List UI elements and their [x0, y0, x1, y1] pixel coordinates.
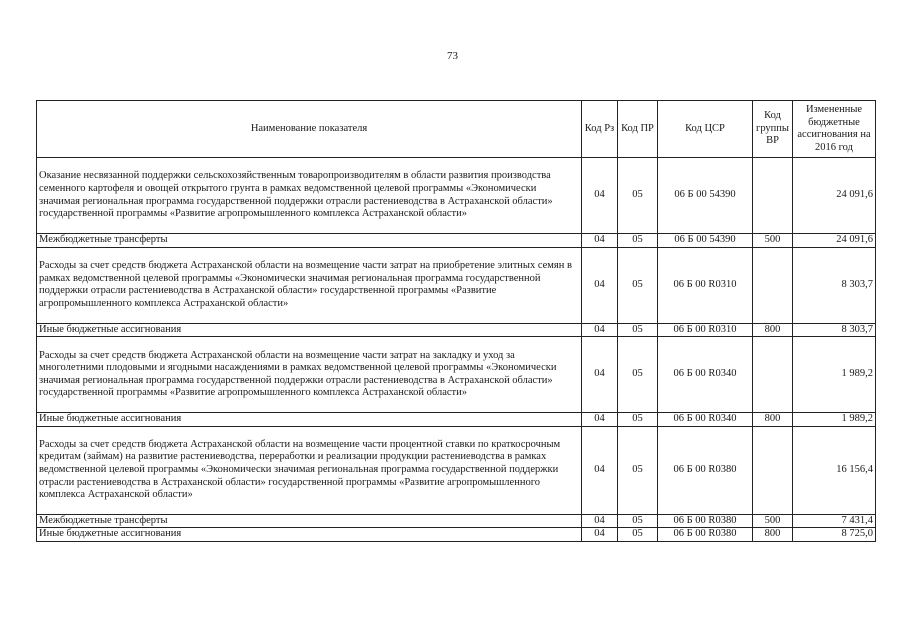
- row-pr: 05: [618, 234, 658, 248]
- table-row: [37, 514, 876, 528]
- table-row: [37, 337, 876, 413]
- row-csr: 06 Б 00 R0380: [658, 528, 753, 542]
- row-pr: 05: [618, 528, 658, 542]
- row-vr: 500: [753, 514, 793, 528]
- row-csr: 06 Б 00 54390: [658, 234, 753, 248]
- table-row: [37, 234, 876, 248]
- row-csr: 06 Б 00 R0380: [658, 426, 753, 514]
- table-row: [37, 413, 876, 427]
- row-pr: 05: [618, 247, 658, 323]
- table-row: [37, 158, 876, 234]
- row-pr: 05: [618, 413, 658, 427]
- row-rz: 04: [582, 234, 618, 248]
- row-vr: 800: [753, 528, 793, 542]
- header-rz: Код Рз: [582, 101, 618, 158]
- table-row: [37, 426, 876, 514]
- row-vr: [753, 158, 793, 234]
- row-amount: 24 091,6: [793, 158, 876, 234]
- row-amount: 8 303,7: [793, 323, 876, 337]
- row-rz: 04: [582, 528, 618, 542]
- table-header-row: [37, 101, 876, 158]
- row-rz: 04: [582, 413, 618, 427]
- header-amount: Измененные бюджетные ассигнования на 2016 год: [793, 101, 876, 158]
- row-name: Иные бюджетные ассигнования: [37, 528, 582, 542]
- row-amount: 1 989,2: [793, 413, 876, 427]
- row-pr: 05: [618, 158, 658, 234]
- row-rz: 04: [582, 158, 618, 234]
- row-rz: 04: [582, 247, 618, 323]
- row-vr: [753, 337, 793, 413]
- row-name: Расходы за счет средств бюджета Астраханской области на возмещение части затрат на закладку и уход за многолетними плодовыми и ягодными насаждениями в рамках ведомственной целевой программы «Экономически значимая региональная программа государственной поддержки отрасли растениеводства в Астраханской области» государственной программы «Развитие агропромышленного комплекса Астраханской области»: [37, 337, 582, 413]
- row-pr: 05: [618, 426, 658, 514]
- budget-table: [36, 100, 876, 542]
- header-csr: Код ЦСР: [658, 101, 753, 158]
- row-pr: 05: [618, 323, 658, 337]
- row-rz: 04: [582, 337, 618, 413]
- row-name: Расходы за счет средств бюджета Астраханской области на возмещение части затрат на приобретение элитных семян в рамках ведомственной целевой программы «Экономически значимая региональная программа государственной поддержки отрасли растениеводства в Астраханской области» государственной программы «Развитие агропромышленного комплекса Астраханской области»: [37, 247, 582, 323]
- row-amount: 8 725,0: [793, 528, 876, 542]
- row-rz: 04: [582, 426, 618, 514]
- row-amount: 24 091,6: [793, 234, 876, 248]
- row-name: Расходы за счет средств бюджета Астраханской области на возмещение части процентной ставки по краткосрочным кредитам (займам) на развитие растениеводства, переработки и реализации продукции растениеводства в рамках ведомственной целевой программы «Экономически значимая региональная программа государственной поддержки отрасли растениеводства в Астраханской области» государственной программы «Развитие агропромышленного комплекса Астраханской области»: [37, 426, 582, 514]
- row-csr: 06 Б 00 54390: [658, 158, 753, 234]
- row-vr: 500: [753, 234, 793, 248]
- row-amount: 16 156,4: [793, 426, 876, 514]
- row-name: Иные бюджетные ассигнования: [37, 413, 582, 427]
- page-number: 73: [447, 50, 458, 62]
- row-csr: 06 Б 00 R0310: [658, 323, 753, 337]
- row-name: Межбюджетные трансферты: [37, 234, 582, 248]
- row-csr: 06 Б 00 R0340: [658, 337, 753, 413]
- table-row: [37, 528, 876, 542]
- row-rz: 04: [582, 514, 618, 528]
- table-row: [37, 323, 876, 337]
- row-amount: 8 303,7: [793, 247, 876, 323]
- row-name: Межбюджетные трансферты: [37, 514, 582, 528]
- row-pr: 05: [618, 337, 658, 413]
- row-pr: 05: [618, 514, 658, 528]
- row-csr: 06 Б 00 R0340: [658, 413, 753, 427]
- header-name: Наименование показателя: [37, 101, 582, 158]
- header-pr: Код ПР: [618, 101, 658, 158]
- row-amount: 1 989,2: [793, 337, 876, 413]
- row-amount: 7 431,4: [793, 514, 876, 528]
- row-vr: [753, 426, 793, 514]
- row-name: Оказание несвязанной поддержки сельскохозяйственным товаропроизводителям в области развития производства семенного картофеля и овощей открытого грунта в рамках ведомственной целевой программы «Экономически значимая региональная программа государственной поддержки отрасли растениеводства в Астраханской области» государственной программы «Развитие агропромышленного комплекса Астраханской области»: [37, 158, 582, 234]
- row-vr: 800: [753, 323, 793, 337]
- row-csr: 06 Б 00 R0380: [658, 514, 753, 528]
- row-vr: [753, 247, 793, 323]
- row-csr: 06 Б 00 R0310: [658, 247, 753, 323]
- row-name: Иные бюджетные ассигнования: [37, 323, 582, 337]
- row-vr: 800: [753, 413, 793, 427]
- row-rz: 04: [582, 323, 618, 337]
- header-vr: Код группы ВР: [753, 101, 793, 158]
- table-row: [37, 247, 876, 323]
